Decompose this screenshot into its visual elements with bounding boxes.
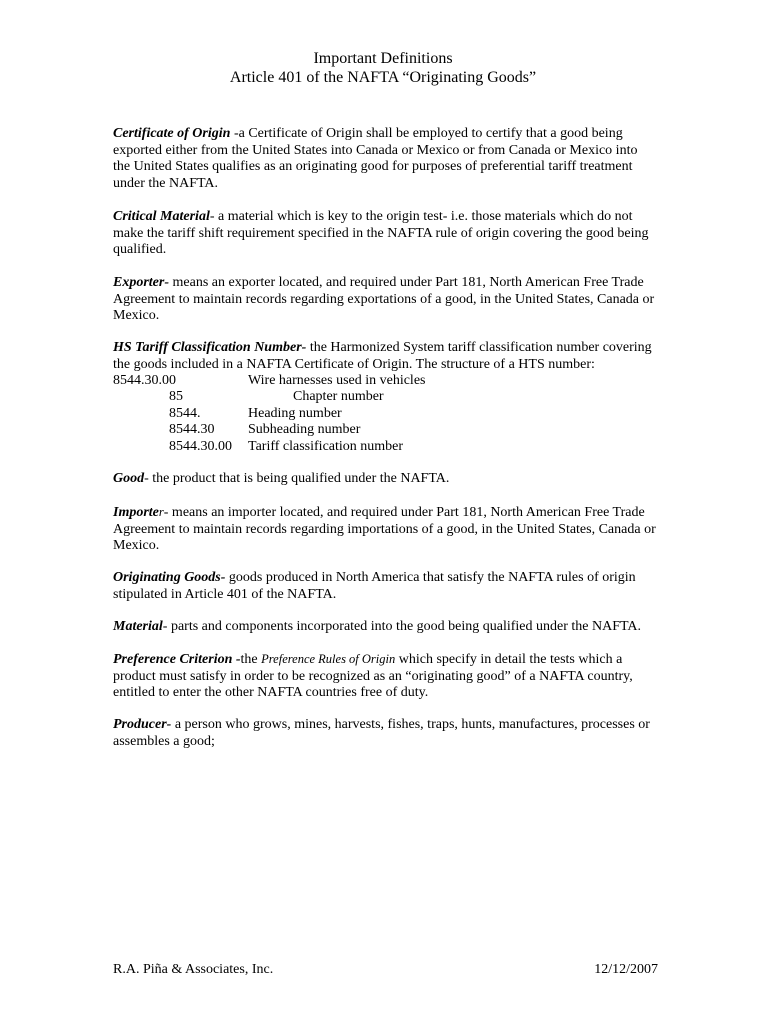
hts-row [113,389,658,406]
page-title: Important Definitions [313,50,453,67]
definition-good [113,471,658,488]
definition-inline-term: Preference Rules of Origin [261,652,396,666]
document-heading [113,49,653,87]
hts-row [113,373,658,390]
footer-company: R.A. Piña & Associates, Inc. [113,962,274,977]
hts-code: 8544.30.00 [169,439,232,454]
hts-code: 8544. [169,406,201,421]
definition-lead: the [240,652,262,667]
definition-term: Exporter- [113,275,169,290]
hts-row [113,439,658,456]
definition-term: Originating Goods- [113,570,226,585]
definition-preference-criterion [113,651,658,702]
definition-text: - a material which is key to the origin test- i.e. those materials which do not make the tariff shift requirement specified in the NAFTA rule of origin covering the good being qualified. [113,209,649,257]
definition-term: Good [113,471,145,486]
definition-text: the Harmonized System tariff classification number covering the goods included in a NAFTA Certificate of Origin. The structure of a HTS number: [113,340,652,372]
definition-critical-material [113,209,658,259]
hts-row [113,406,658,423]
definition-term: Preference Criterion - [113,652,241,667]
hts-description: Subheading number [248,422,361,437]
definition-text: - the product that is being qualified under the NAFTA. [144,471,450,486]
definition-text: -a Certificate of Origin shall be employed to certify that a good being exported either from the United States into Canada or Mexico or from Canada or Mexico into the United States qualifies as an originating good for purposes of preferential tariff treatment under the NAFTA. [113,126,638,191]
definition-producer [113,717,658,750]
definition-material [113,619,658,636]
definition-importer [113,504,658,555]
hts-description: Chapter number [293,389,384,404]
hts-row [113,422,658,439]
hts-description: Wire harnesses used in vehicles [248,373,426,388]
definition-exporter [113,275,658,325]
hts-description: Tariff classification number [248,439,404,454]
page-subtitle: Article 401 of the NAFTA “Originating Goods” [229,69,537,86]
definition-text: goods produced in North America that satisfy the NAFTA rules of origin stipulated in Article 401 of the NAFTA. [113,570,636,602]
definition-certificate-of-origin [113,126,658,192]
hts-code: 8544.30.00 [113,373,176,388]
footer-date: 12/12/2007 [594,962,658,977]
definition-text: means an exporter located, and required under Part 181, North American Free Trade Agreement to maintain records regarding exportations of a good, in the United States, Canada or Mexico. [113,275,655,323]
definition-term: HS Tariff Classification Number- [113,340,307,355]
definition-text: - means an importer located, and required under Part 181, North American Free Trade Agreement to maintain records regarding importations of a good, in the United States, Canada or Mexico. [113,505,656,553]
definition-text: a person who grows, mines, harvests, fishes, traps, hunts, manufactures, processes or assembles a good; [113,717,650,749]
definition-term-start: Importe [113,505,159,520]
definition-term: Certificate of Origin [113,126,231,141]
definition-term: Material [113,619,163,634]
definition-term: Producer- [113,717,172,732]
page-footer [113,962,658,979]
hts-description: Heading number [248,406,342,421]
hts-code: 85 [169,389,183,404]
definition-text: which specify in detail the tests which a product must satisfy in order to be recognized as an “originating good” of a NAFTA country, entitled to enter the other NAFTA countries free of duty. [113,652,633,700]
hts-code: 8544.30 [169,422,215,437]
definition-term-end: r [158,505,164,519]
definition-term [113,505,164,520]
definition-term: Critical Material [113,209,210,224]
definition-originating-goods [113,570,658,603]
definition-text: - parts and components incorporated into the good being qualified under the NAFTA. [162,619,642,634]
definition-hs-tariff-classification-number [113,340,658,373]
